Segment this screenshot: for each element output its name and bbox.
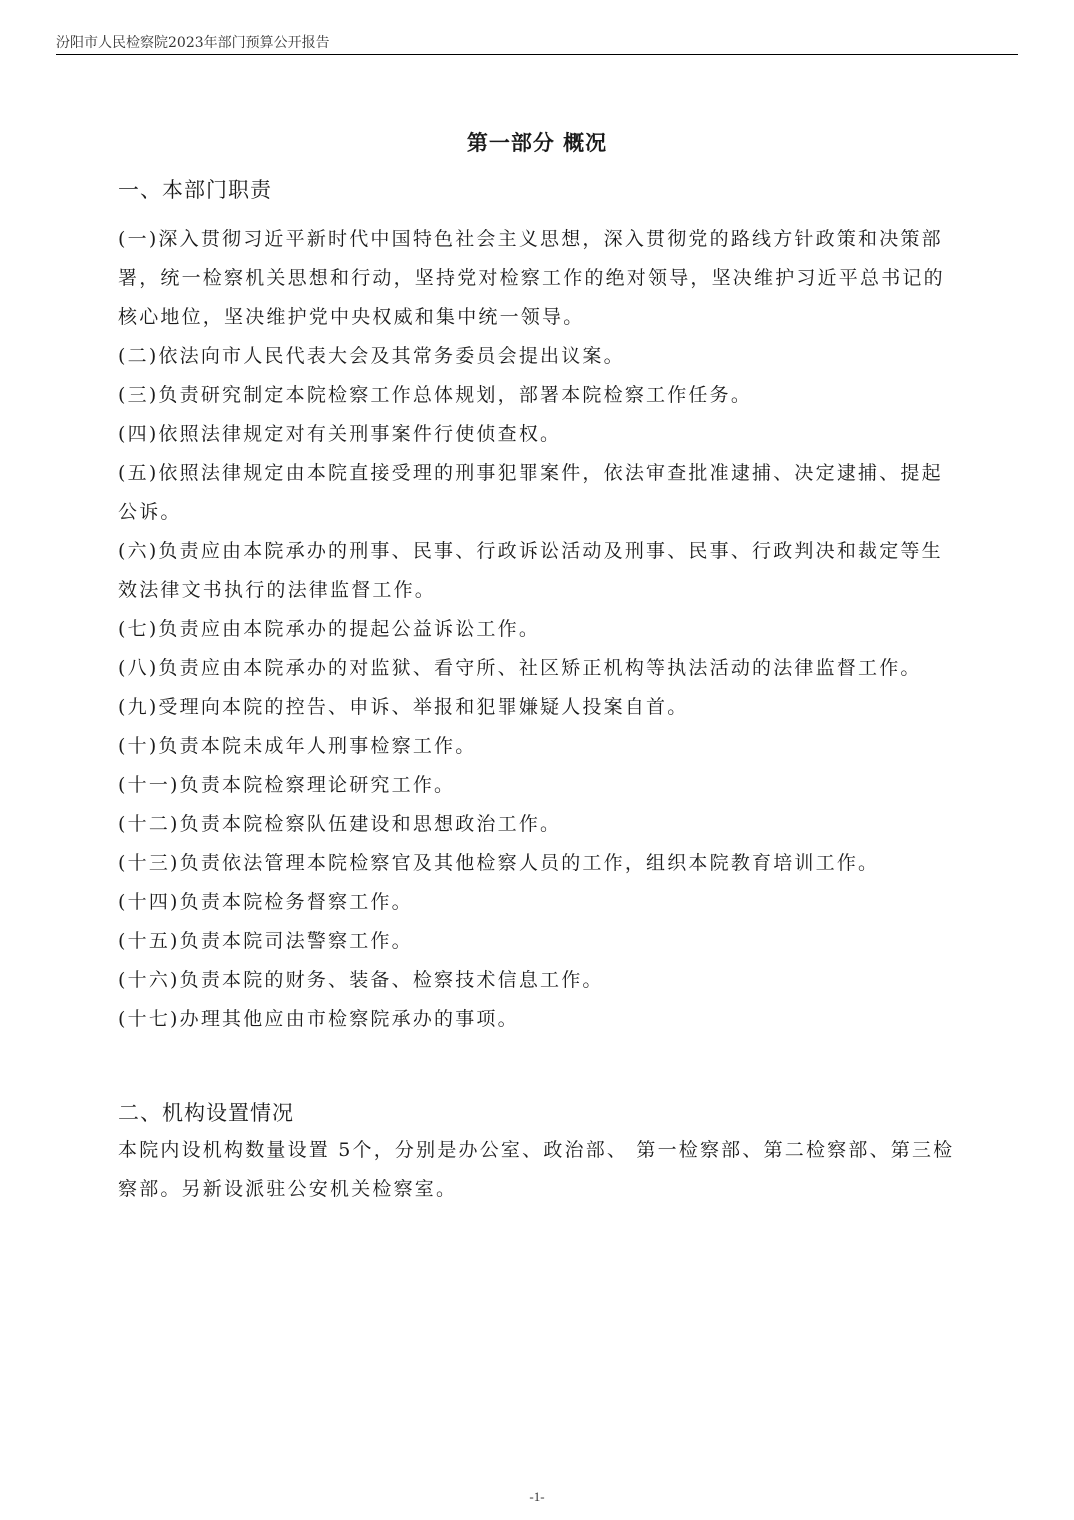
section-heading-organization: 二、机构设置情况 xyxy=(118,1101,294,1125)
list-item: (四)依照法律规定对有关刑事案件行使侦查权。 xyxy=(118,423,562,445)
list-item: (三)负责研究制定本院检察工作总体规划，部署本院检察工作任务。 xyxy=(118,384,753,406)
list-item: (八)负责应由本院承办的对监狱、看守所、社区矫正机构等执法活动的法律监督工作。 xyxy=(118,657,922,679)
section-heading-responsibilities: 一、本部门职责 xyxy=(118,178,272,202)
list-item: (十三)负责依法管理本院检察官及其他检察人员的工作，组织本院教育培训工作。 xyxy=(118,852,880,874)
list-item: (十二)负责本院检察队伍建设和思想政治工作。 xyxy=(118,813,562,835)
header-divider xyxy=(56,54,1018,55)
organization-paragraph xyxy=(118,1131,958,1209)
list-item: (九)受理向本院的控告、申诉、举报和犯罪嫌疑人投案自首。 xyxy=(118,696,689,718)
list-item: (十四)负责本院检务督察工作。 xyxy=(118,891,413,913)
list-item: (二)依法向市人民代表大会及其常务委员会提出议案。 xyxy=(118,345,625,367)
list-item: (十)负责本院未成年人刑事检察工作。 xyxy=(118,735,477,757)
organization-text: 本院内设机构数量设置 5个，分别是办公室、政治部、 第一检察部、第二检察部、第三检察部。另新设派驻公安机关检察室。 xyxy=(118,1139,955,1200)
list-item: (十七)办理其他应由市检察院承办的事项。 xyxy=(118,1008,519,1030)
list-item: (一)深入贯彻习近平新时代中国特色社会主义思想，深入贯彻党的路线方针政策和决策部署，统一检察机关思想和行动，坚持党对检察工作的绝对领导，坚决维护习近平总书记的核心地位，坚决维护党中央权威和集中统一领导。 xyxy=(118,228,945,328)
page-number: -1- xyxy=(529,1489,545,1504)
list-item: (七)负责应由本院承办的提起公益诉讼工作。 xyxy=(118,618,541,640)
list-item: (十一)负责本院检察理论研究工作。 xyxy=(118,774,456,796)
list-item: (十五)负责本院司法警察工作。 xyxy=(118,930,413,952)
list-item: (六)负责应由本院承办的刑事、民事、行政诉讼活动及刑事、民事、行政判决和裁定等生效法律文书执行的法律监督工作。 xyxy=(118,540,943,601)
list-item: (十六)负责本院的财务、装备、检察技术信息工作。 xyxy=(118,969,604,991)
list-item: (五)依照法律规定由本院直接受理的刑事犯罪案件，依法审查批准逮捕、决定逮捕、提起公诉。 xyxy=(118,462,943,523)
responsibilities-list xyxy=(118,220,958,1039)
running-header: 汾阳市人民检察院2023年部门预算公开报告 xyxy=(56,35,330,51)
page-title: 第一部分 概况 xyxy=(466,131,608,155)
